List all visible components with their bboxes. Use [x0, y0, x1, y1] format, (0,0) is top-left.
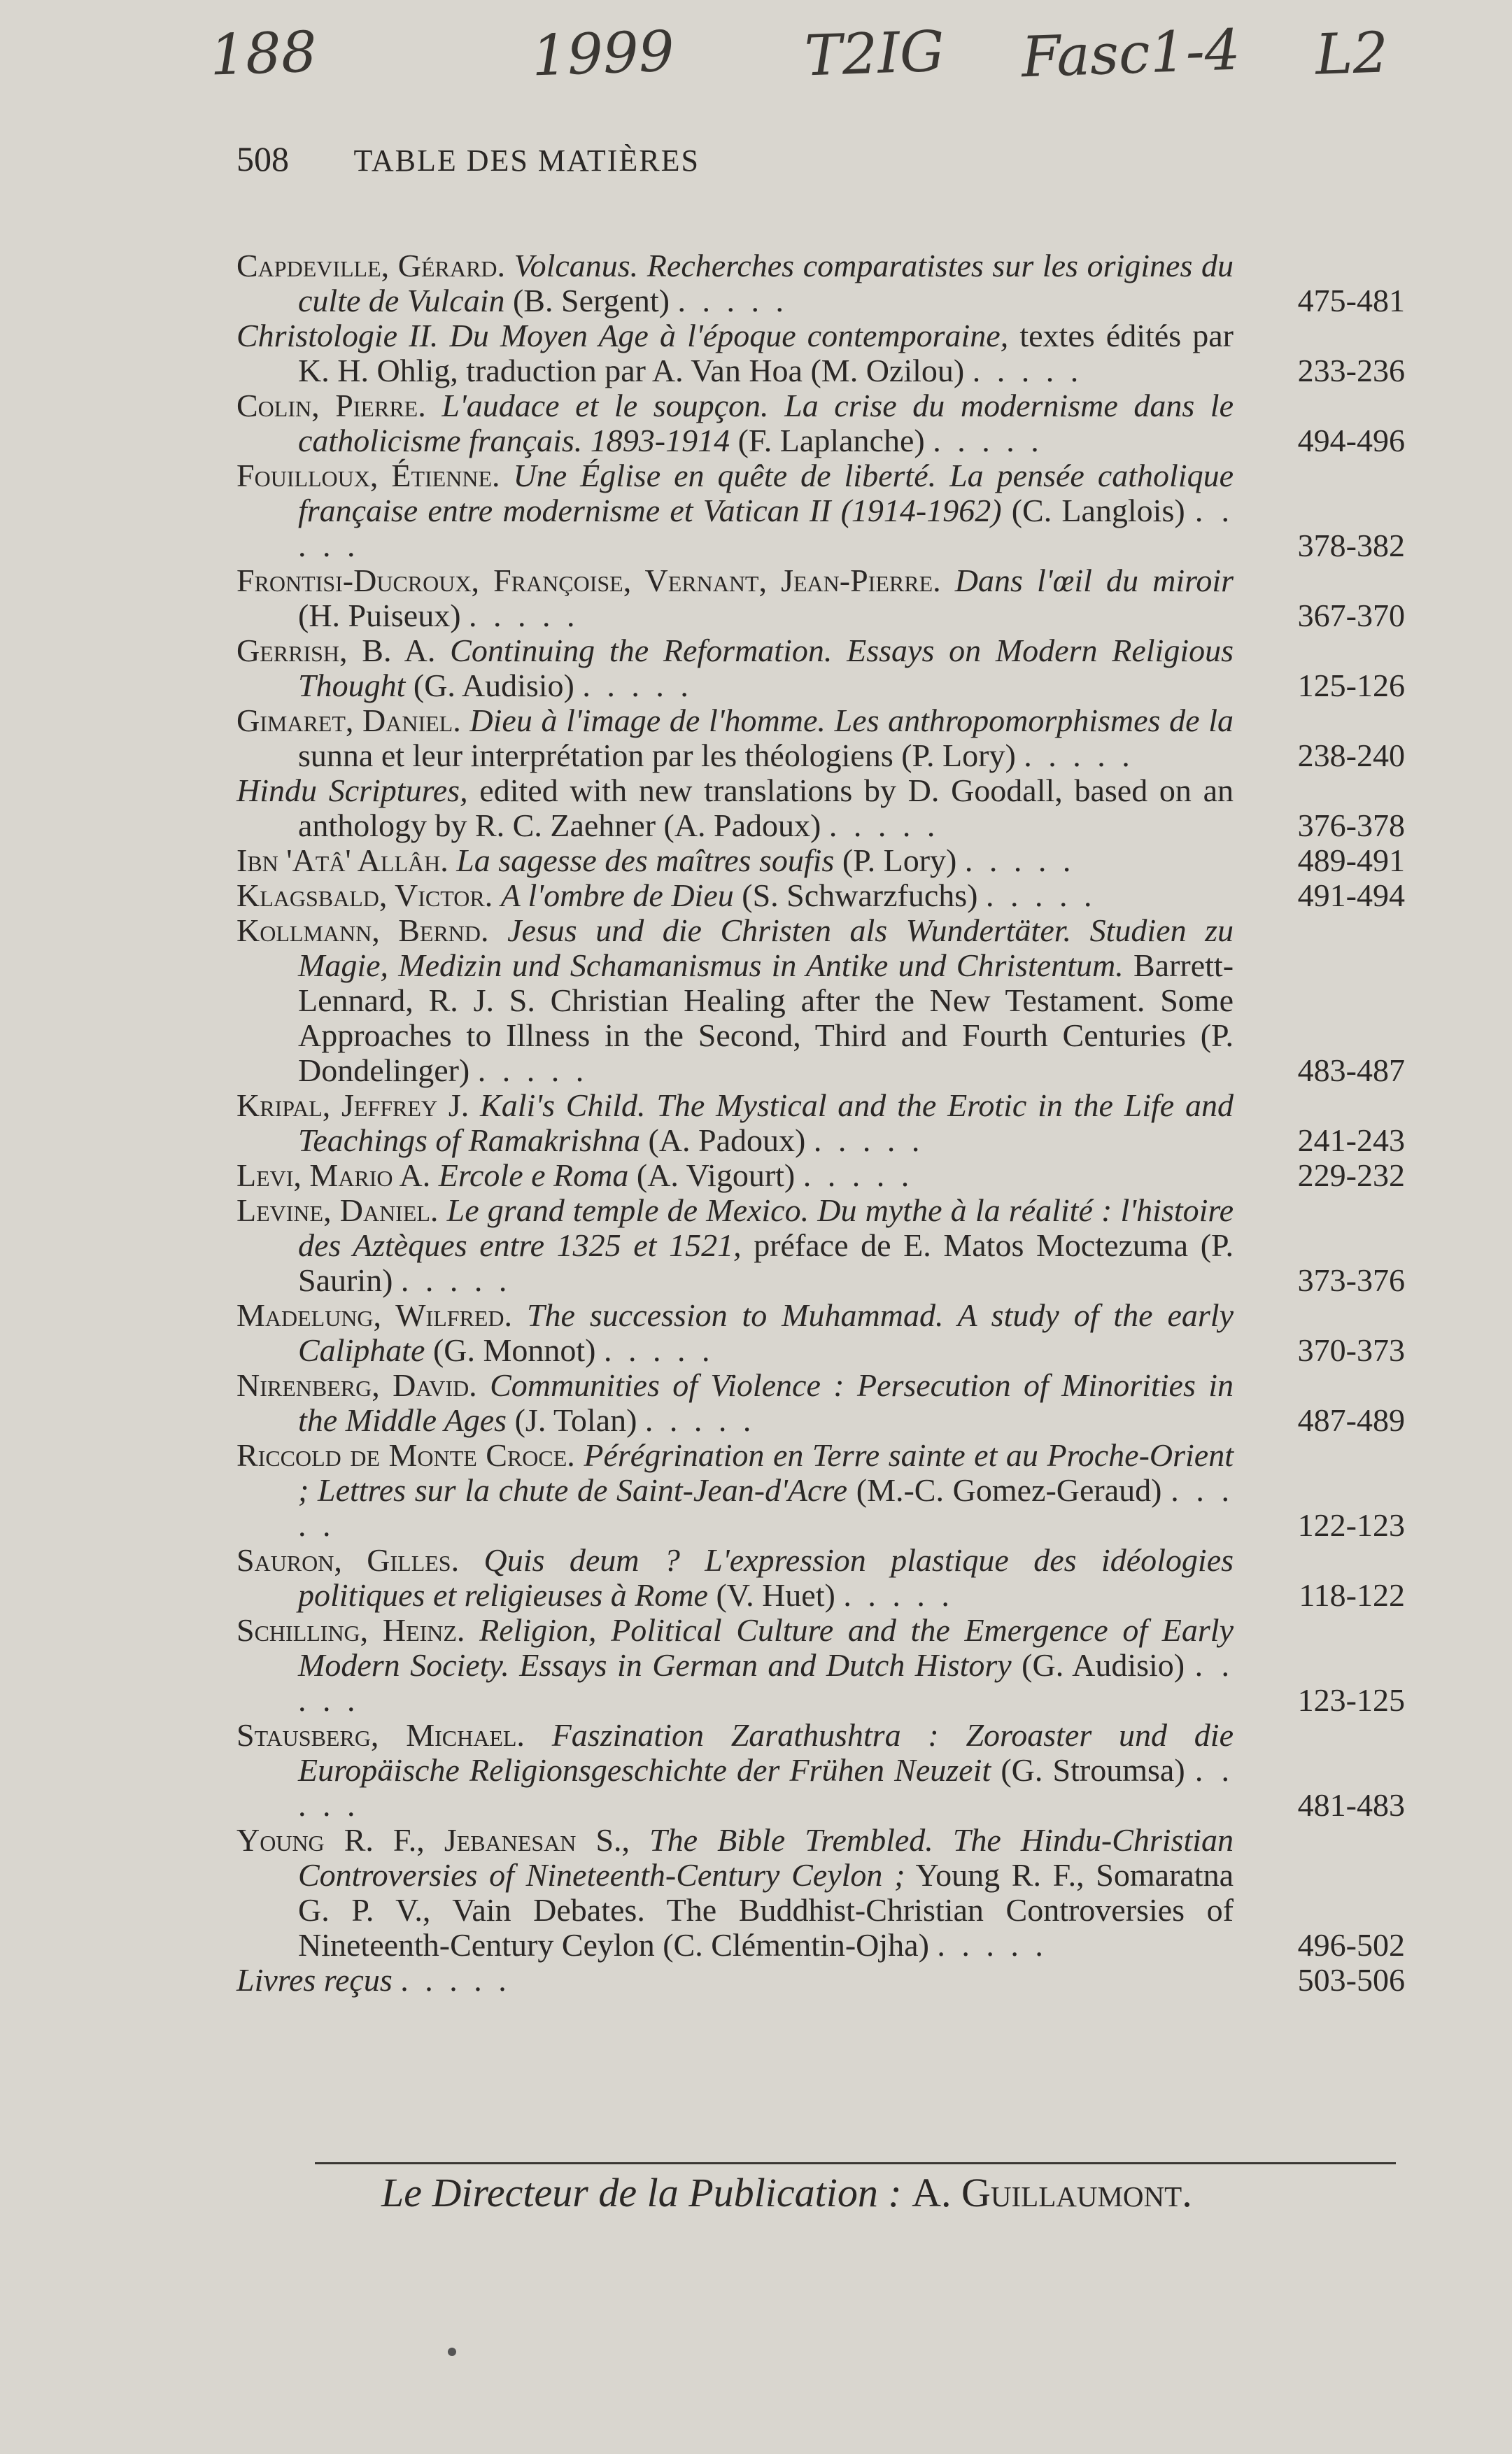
handwritten-annotation [209, 17, 1441, 112]
work-title: Faszination Zarathushtra : Zoroaster und die Europäische Religionsgeschichte der Frühen Neuzeit [298, 1717, 1234, 1788]
review-info: (J. Tolan) [514, 1402, 637, 1438]
dot-leader: . . . . . [677, 283, 788, 318]
toc-entry [236, 1368, 1405, 1438]
dot-leader: . . . . . [813, 1122, 924, 1158]
work-title: Dans l'œil du miroir [954, 563, 1234, 598]
dot-leader: . . . . . [828, 808, 940, 843]
toc-entry [236, 1088, 1405, 1158]
entry-text [236, 878, 1234, 913]
dot-leader: . . . . . [298, 1752, 1234, 1823]
entry-text [236, 1193, 1234, 1298]
dot-leader: . . . . . [933, 423, 1043, 458]
dot-leader: . . . . . [298, 1472, 1234, 1543]
page-range: 241-243 [1297, 1122, 1405, 1158]
dot-leader: . . . . . [803, 1157, 914, 1193]
page-range: 238-240 [1297, 738, 1405, 773]
entry-text [236, 1438, 1234, 1543]
toc-entry [236, 1193, 1405, 1298]
toc-entry [236, 458, 1405, 563]
dot-leader: . . . . . [400, 1262, 511, 1298]
page-range: 475-481 [1297, 283, 1405, 318]
author: Levi, Mario A. [236, 1157, 431, 1193]
entry-text [236, 563, 1234, 633]
entry-text [236, 843, 1234, 878]
toc-entry [236, 703, 1405, 773]
page-range: 125-126 [1297, 668, 1405, 703]
work-title: The succession to Muhammad. A study of the early Caliphate [298, 1297, 1234, 1368]
entry-text [236, 1718, 1234, 1823]
author: Kollmann, Bernd. [236, 912, 489, 948]
review-info: (C. Langlois) [1011, 493, 1185, 528]
page-range: 373-376 [1297, 1262, 1405, 1298]
handwritten-note-3: T2IG [803, 18, 946, 89]
page-range: 233-236 [1297, 353, 1405, 388]
dot-leader: . . . . . [1024, 738, 1134, 773]
entry-text [236, 1823, 1234, 1963]
page-range: 487-489 [1297, 1402, 1405, 1438]
handwritten-note-5: L2 [1314, 20, 1390, 87]
work-title: La sagesse des maîtres soufis [456, 842, 835, 878]
divider [315, 2162, 1396, 2164]
page-range: 503-506 [1297, 1962, 1405, 1998]
author: Fouilloux, Étienne. [236, 458, 500, 493]
dot-leader: . . . . . [400, 1962, 511, 1998]
dot-leader: . . . . . [843, 1577, 954, 1613]
work-title: Christologie II. Du Moyen Age à l'époque contemporaine, [236, 318, 1009, 353]
work-title: Communities of Violence : Persecution of Minorities in the Middle Ages [298, 1367, 1234, 1438]
page-range: 496-502 [1297, 1927, 1405, 1963]
review-info: (A. Padoux) [648, 1122, 806, 1158]
entry-text [236, 1298, 1234, 1368]
entry-text [236, 633, 1234, 703]
toc-entry [236, 248, 1405, 318]
toc-entry [236, 1438, 1405, 1543]
page-number: 508 [236, 139, 289, 178]
toc-entry [236, 1963, 1405, 1998]
handwritten-note-4: Fasc1-4 [1020, 17, 1241, 90]
page-range: 229-232 [1297, 1157, 1405, 1193]
review-info: Young R. F., Somaratna G. P. V., Vain Debates. The Buddhist-Christian Controversies of Nineteenth-Century Ceylon (C. Clémentin-Ojha) [298, 1857, 1234, 1963]
author: Kripal, Jeffrey J. [236, 1087, 469, 1123]
author: Schilling, Heinz. [236, 1612, 465, 1648]
work-title: Pérégrination en Terre sainte et au Proche-Orient ; Lettres sur la chute de Saint-Jean-d'Acre [298, 1437, 1234, 1508]
work-title: Kali's Child. The Mystical and the Erotic in the Life and Teachings of Ramakrishna [298, 1087, 1234, 1158]
work-title: Une Église en quête de liberté. La pensée catholique française entre modernisme et Vatican II (1914-1962) [298, 458, 1234, 528]
dot-leader: . . . . . [298, 1647, 1234, 1718]
author: Colin, Pierre. [236, 388, 426, 423]
handwritten-note-2: 1999 [530, 18, 676, 89]
director-name: A. Guillaumont. [912, 2170, 1192, 2215]
author: Frontisi-Ducroux, Françoise, Vernant, Jean-Pierre. [236, 563, 941, 598]
table-of-contents [236, 248, 1405, 1998]
author: Capdeville, Gérard. [236, 248, 505, 283]
entry-text [236, 1158, 1234, 1193]
toc-entry [236, 318, 1405, 388]
toc-entry [236, 913, 1405, 1088]
entry-text [236, 1963, 1234, 1998]
entry-text [236, 388, 1234, 458]
page-range: 123-125 [1297, 1682, 1405, 1718]
entry-text [236, 1543, 1234, 1613]
author: Gimaret, Daniel. [236, 703, 461, 738]
author: Nirenberg, David. [236, 1367, 477, 1403]
work-title: Dieu à l'image de l'homme. Les anthropomorphismes de la [469, 703, 1234, 738]
review-info: (G. Audisio) [413, 668, 574, 703]
toc-entry [236, 1543, 1405, 1613]
page-range: 491-494 [1297, 877, 1405, 913]
dot-leader: . . . . . [644, 1402, 756, 1438]
toc-entry [236, 1823, 1405, 1963]
toc-entry [236, 563, 1405, 633]
toc-entry [236, 1613, 1405, 1718]
review-info: (G. Audisio) [1022, 1647, 1185, 1683]
toc-entry [236, 1158, 1405, 1193]
entry-text [236, 248, 1234, 318]
toc-entry [236, 843, 1405, 878]
entry-text [236, 913, 1234, 1088]
work-title: Livres reçus [236, 1962, 393, 1998]
review-info: (V. Huet) [716, 1577, 835, 1613]
review-info: (P. Lory) [842, 842, 957, 878]
dot-leader: . . . . . [469, 598, 579, 633]
handwritten-note-1: 188 [209, 19, 318, 88]
author: Young R. F., Jebanesan S., [236, 1822, 630, 1858]
page-range: 370-373 [1297, 1332, 1405, 1368]
review-info: préface de E. Matos Moctezuma (P. Saurin) [298, 1227, 1234, 1298]
author: Sauron, Gilles. [236, 1542, 460, 1578]
page-range: 483-487 [1297, 1052, 1405, 1088]
dot-leader: . . . . . [937, 1927, 1047, 1963]
toc-entry [236, 1718, 1405, 1823]
page-range: 367-370 [1297, 598, 1405, 633]
author: Klagsbald, Victor. [236, 877, 493, 913]
entry-text [236, 703, 1234, 773]
review-info: textes édités par K. H. Ohlig, traduction par A. Van Hoa (M. Ozilou) [298, 318, 1234, 388]
work-title: Le grand temple de Mexico. Du mythe à la réalité : l'histoire des Aztèques entre 1325 et 1521, [298, 1192, 1234, 1263]
page-range: 118-122 [1299, 1577, 1405, 1613]
author: Gerrish, B. A. [236, 633, 436, 668]
page-range: 489-491 [1297, 842, 1405, 878]
review-info: (G. Stroumsa) [1001, 1752, 1185, 1788]
review-info: sunna et leur interprétation par les théologiens (P. Lory) [298, 738, 1016, 773]
author: Madelung, Wilfred. [236, 1297, 513, 1333]
review-info: (F. Laplanche) [737, 423, 925, 458]
review-info: (B. Sergent) [512, 283, 670, 318]
running-header [236, 139, 700, 179]
page-range: 494-496 [1297, 423, 1405, 458]
work-title: L'audace et le soupçon. La crise du modernisme dans le catholicisme français. 1893-1914 [298, 388, 1234, 458]
entry-text [236, 1613, 1234, 1718]
entry-text [236, 458, 1234, 563]
dot-leader: . . . . . [477, 1052, 588, 1088]
director-label: Le Directeur de la Publication : [381, 2170, 902, 2215]
dot-leader: . . . . . [604, 1332, 714, 1368]
review-info: Barrett-Lennard, R. J. S. Christian Healing after the New Testament. Some Approaches to Illness in the Second, Third and Fourth Centuries (P. Dondelinger) [298, 947, 1234, 1088]
toc-entry [236, 633, 1405, 703]
review-info: (A. Vigourt) [636, 1157, 796, 1193]
toc-entry [236, 388, 1405, 458]
toc-entry [236, 1298, 1405, 1368]
page-range: 481-483 [1297, 1787, 1405, 1823]
work-title: Hindu Scriptures, [236, 773, 468, 808]
work-title: A l'ombre de Dieu [500, 877, 734, 913]
work-title: Volcanus. Recherches comparatistes sur les origines du culte de Vulcain [298, 248, 1234, 318]
work-title: Jesus und die Christen als Wundertäter. Studien zu Magie, Medizin und Schamanismus in Antike und Christentum. [298, 912, 1234, 983]
author: Levine, Daniel. [236, 1192, 439, 1228]
author: Stausberg, Michael. [236, 1717, 525, 1753]
author: Riccold de Monte Croce. [236, 1437, 575, 1473]
entry-text [236, 773, 1234, 843]
review-info: edited with new translations by D. Goodall, based on an anthology by R. C. Zaehner (A. Padoux) [298, 773, 1234, 843]
review-info: (M.-C. Gomez-Geraud) [856, 1472, 1162, 1508]
author: Ibn 'Atâ' Allâh. [236, 842, 448, 878]
work-title: Quis deum ? L'expression plastique des idéologies politiques et religieuses à Rome [298, 1542, 1234, 1613]
page-title: TABLE DES MATIÈRES [353, 143, 700, 178]
page-range: 122-123 [1297, 1507, 1405, 1543]
entry-text [236, 1088, 1234, 1158]
review-info: (G. Monnot) [432, 1332, 596, 1368]
scan-speck [448, 2348, 456, 2356]
work-title: Ercole e Roma [438, 1157, 629, 1193]
toc-entry [236, 773, 1405, 843]
dot-leader: . . . . . [972, 353, 1083, 388]
publication-director [381, 2169, 1192, 2216]
work-title: Continuing the Reformation. Essays on Modern Religious Thought [298, 633, 1234, 703]
review-info: (S. Schwarzfuchs) [742, 877, 978, 913]
dot-leader: . . . . . [986, 877, 1096, 913]
entry-text [236, 1368, 1234, 1438]
dot-leader: . . . . . [582, 668, 693, 703]
toc-entry [236, 878, 1405, 913]
dot-leader: . . . . . [964, 842, 1075, 878]
work-title: Religion, Political Culture and the Emergence of Early Modern Society. Essays in German and Dutch History [298, 1612, 1234, 1683]
work-title: The Bible Trembled. The Hindu-Christian Controversies of Nineteenth-Century Ceylon ; [298, 1822, 1234, 1893]
review-info: (H. Puiseux) [298, 598, 461, 633]
page-range: 376-378 [1297, 808, 1405, 843]
page-range: 378-382 [1297, 528, 1405, 563]
dot-leader: . . . . . [298, 493, 1234, 563]
entry-text [236, 318, 1234, 388]
